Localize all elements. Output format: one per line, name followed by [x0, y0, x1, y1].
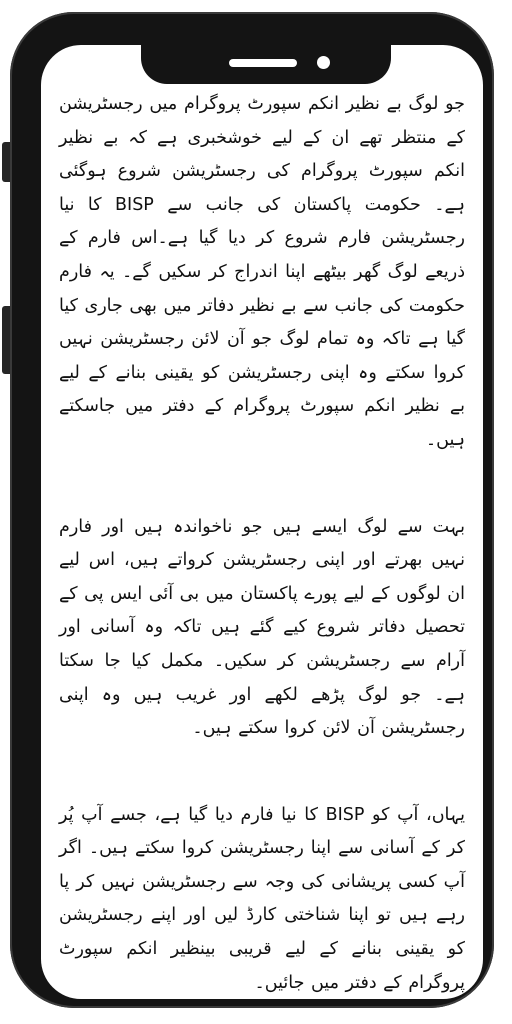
article-body: [59, 88, 465, 999]
speaker-icon: [229, 59, 297, 67]
article-paragraph-2: بہت سے لوگ ایسے ہیں جو ناخواندہ ہیں اور فارم نہیں بھرتے اور اپنی رجسٹریشن کرواتے ہیں، اس لیے ان لوگوں کے لیے پورے پاکستان میں بی آئی ایس پی کے تحصیل دفاتر شروع کیے گئے ہیں تاکہ وہ آسانی اور آرام سے رجسٹریشن کر سکیں۔ مکمل کیا جا سکتا ہے۔ جو لوگ پڑھے لکھے اور غریب ہیں وہ اپنی رجسٹریشن آن لائن کروا سکتے ہیں۔: [58, 516, 465, 739]
phone-notch: [141, 32, 391, 84]
phone-screen[interactable]: [41, 45, 483, 999]
article-paragraph-1: جو لوگ بے نظیر انکم سپورٹ پروگرام میں رجسٹریشن کے منتظر تھے ان کے لیے خوشخبری ہے کہ بے نظیر انکم سپورٹ پروگرام کی رجسٹریشن شروع ہوگئی ہے۔ حکومت پاکستان کی جانب سے BISP کا نیا رجسٹریشن فارم شروع کر دیا گیا ہے۔اس فارم کے ذریعے لوگ گھر بیٹھے اپنا اندراج کر سکیں گے۔ یہ فارم حکومت کی جانب سے بے نظیر دفاتر میں بھی جاری کیا گیا ہے تاکہ وہ تمام لوگ جو آن لائن رجسٹریشن نہیں کروا سکتے وہ اپنی رجسٹریشن کو یقینی بنانے کے لیے بے نظیر انکم سپورٹ پروگرام کے دفتر میں جاسکتے ہیں۔: [59, 94, 465, 450]
phone-frame: [10, 12, 494, 1008]
camera-icon: [317, 56, 330, 69]
article-paragraph-3: یہاں، آپ کو BISP کا نیا فارم دیا گیا ہے، جسے آپ پُر کر کے آسانی سے اپنا رجسٹریشن کروا سکتے ہیں۔ اگر آپ کسی پریشانی کی وجہ سے رجسٹریشن نہیں کر پا رہے ہیں تو اپنا شناختی کارڈ لیں اور اپنے رجسٹریشن کو یقینی بنانے کے لیے قریبی بینظیر انکم سپورٹ پروگرام کے دفتر میں جائیں۔: [59, 804, 466, 993]
